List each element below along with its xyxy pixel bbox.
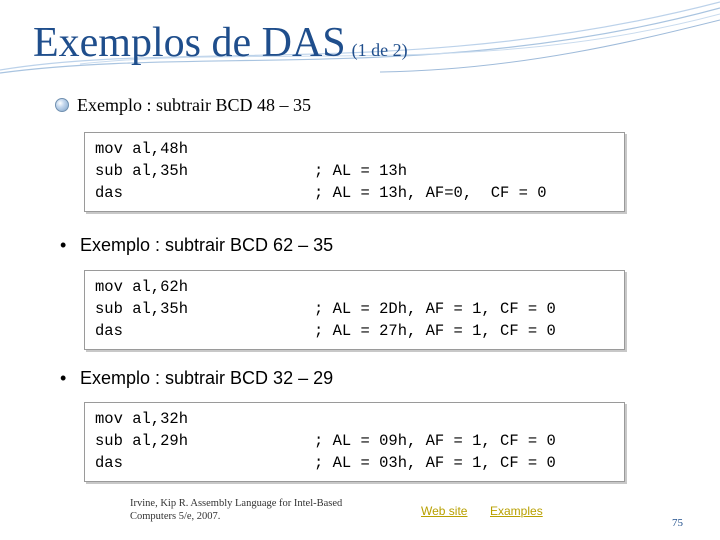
code-line: das <box>95 454 123 472</box>
code-line: sub al,29h <box>95 432 189 450</box>
bullet-item-1 <box>55 96 311 114</box>
bullet-item-3 <box>60 369 333 387</box>
code-comment: ; AL = 13h, AF=0, CF = 0 <box>314 184 547 202</box>
bullet-item-2 <box>60 236 333 254</box>
code-line: mov al,48h <box>95 140 189 158</box>
bullet-marker-icon <box>55 98 69 112</box>
code-comment: ; AL = 2Dh, AF = 1, CF = 0 <box>314 300 556 318</box>
title-subtitle: (1 de 2) <box>351 40 408 60</box>
bullet-text: Exemplo : subtrair BCD 62 – 35 <box>80 235 334 255</box>
code-comment: ; AL = 13h <box>314 162 408 180</box>
bullet-marker-icon: • <box>60 235 67 255</box>
page-number: 75 <box>672 517 683 529</box>
code-block-1 <box>84 132 625 212</box>
code-line: mov al,32h <box>95 410 189 428</box>
bullet-text: Exemplo : subtrair BCD 32 – 29 <box>80 368 334 388</box>
code-block-3 <box>84 402 625 482</box>
examples-link[interactable]: Examples <box>490 504 543 518</box>
code-comment: ; AL = 03h, AF = 1, CF = 0 <box>314 454 556 472</box>
code-comment: ; AL = 27h, AF = 1, CF = 0 <box>314 322 556 340</box>
code-line: mov al,62h <box>95 278 189 296</box>
code-comment: ; AL = 09h, AF = 1, CF = 0 <box>314 432 556 450</box>
bullet-text: Exemplo : subtrair BCD 48 – 35 <box>77 95 311 115</box>
code-block-2 <box>84 270 625 350</box>
code-line: das <box>95 322 123 340</box>
code-line: sub al,35h <box>95 162 189 180</box>
title-main: Exemplos de DAS <box>33 20 346 66</box>
code-line: das <box>95 184 123 202</box>
slide-title <box>33 22 408 64</box>
citation-text: Irvine, Kip R. Assembly Language for Intel-Based Computers 5/e, 2007. <box>130 498 343 523</box>
web-site-link[interactable]: Web site <box>421 504 468 518</box>
code-line: sub al,35h <box>95 300 189 318</box>
bullet-marker-icon: • <box>60 368 67 388</box>
